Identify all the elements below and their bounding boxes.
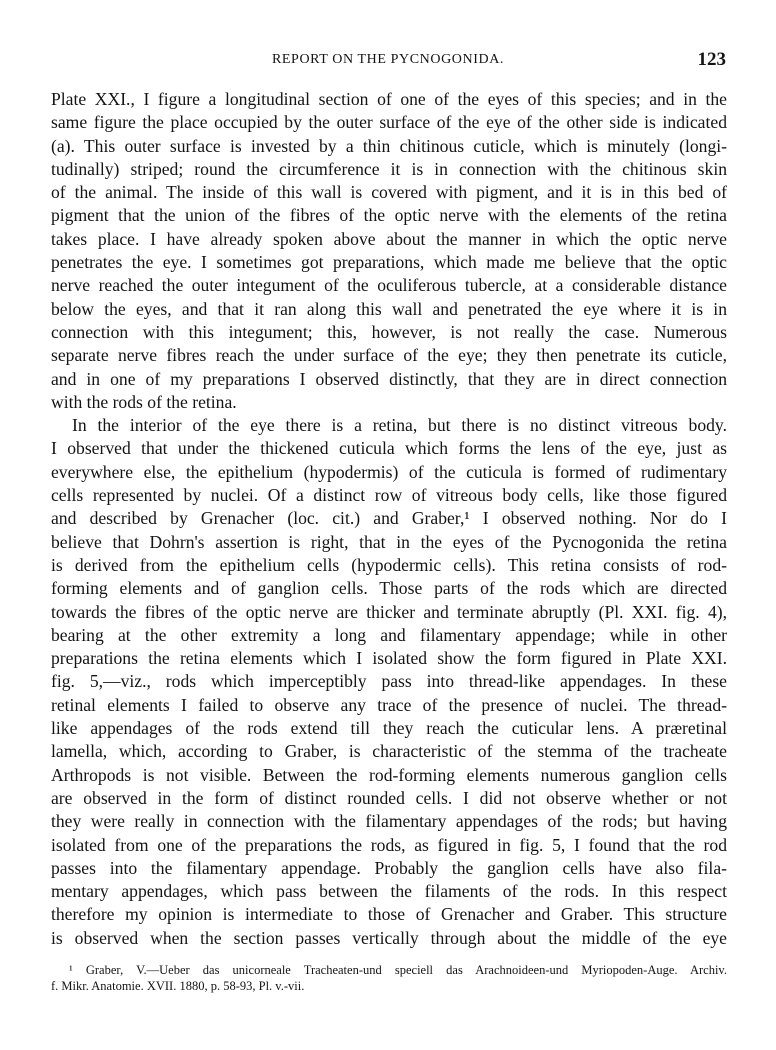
text-line: cells represented by nuclei. Of a distinct row of vitreous body cells, like those figured bbox=[51, 485, 727, 506]
text-line: tudinally) striped; round the circumference it is in connection with the chitinous skin bbox=[51, 158, 727, 179]
text-line: and in one of my preparations I observed distinctly, that they are in direct connection bbox=[51, 368, 727, 389]
text-line: everywhere else, the epithelium (hypodermis) of the cuticula is formed of rudimentary bbox=[51, 461, 727, 482]
text-line: mentary appendages, which pass between the filaments of the rods. In this respect bbox=[51, 881, 727, 902]
text-line: passes into the filamentary appendage. Probably the ganglion cells have also fila- bbox=[51, 857, 727, 878]
footnote bbox=[51, 962, 727, 994]
text-line: Arthropods is not visible. Between the rod-forming elements numerous ganglion cells bbox=[51, 764, 727, 785]
text-line: separate nerve fibres reach the under surface of the eye; they then penetrate its cuticle, bbox=[51, 345, 727, 366]
text-line: takes place. I have already spoken above about the manner in which the optic nerve bbox=[51, 228, 727, 249]
text-line: of the animal. The inside of this wall is covered with pigment, and it is in this bed of bbox=[51, 182, 727, 203]
text-line: In the interior of the eye there is a retina, but there is no distinct vitreous body. bbox=[72, 415, 727, 436]
body-text bbox=[51, 88, 727, 950]
text-line: like appendages of the rods extend till they reach the cuticular lens. A præretinal bbox=[51, 718, 727, 739]
text-line: forming elements and of ganglion cells. Those parts of the rods which are directed bbox=[51, 578, 727, 599]
text-line: lamella, which, according to Graber, is characteristic of the stemma of the tracheate bbox=[51, 741, 727, 762]
text-line: retinal elements I failed to observe any trace of the presence of nuclei. The thread- bbox=[51, 694, 727, 715]
text-line: is observed when the section passes vertically through about the middle of the eye bbox=[51, 927, 727, 948]
text-line: believe that Dohrn's assertion is right, that in the eyes of the Pycnogonida the retina bbox=[51, 531, 727, 552]
paragraph bbox=[51, 88, 727, 414]
text-line: nerve reached the outer integument of the oculiferous tubercle, at a considerable distance bbox=[51, 275, 727, 296]
text-line: same figure the place occupied by the outer surface of the eye of the other side is indicated bbox=[51, 112, 727, 133]
text-line: connection with this integument; this, however, is not really the case. Numerous bbox=[51, 321, 727, 342]
text-line: (a). This outer surface is invested by a thin chitinous cuticle, which is minutely (longi- bbox=[51, 135, 727, 156]
text-line: are observed in the form of distinct rounded cells. I did not observe whether or not bbox=[51, 787, 727, 808]
text-line: pigment that the union of the fibres of the optic nerve with the elements of the retina bbox=[51, 205, 727, 226]
text-line: is derived from the epithelium cells (hypodermic cells). This retina consists of rod- bbox=[51, 554, 727, 575]
text-line: bearing at the other extremity a long and filamentary appendage; while in other bbox=[51, 624, 727, 645]
text-line: below the eyes, and that it ran along this wall and penetrated the eye where it is in bbox=[51, 298, 727, 319]
text-line: Plate XXI., I figure a longitudinal section of one of the eyes of this species; and in the bbox=[51, 89, 727, 109]
text-line: with the rods of the retina. bbox=[51, 391, 237, 412]
text-line: fig. 5,—viz., rods which imperceptibly pass into thread-like appendages. In these bbox=[51, 671, 727, 692]
text-line: penetrates the eye. I sometimes got preparations, which made me believe that the optic bbox=[51, 252, 727, 273]
text-line: towards the fibres of the optic nerve are thicker and terminate abruptly (Pl. XXI. fig. 4), bbox=[51, 601, 727, 622]
text-line: preparations the retina elements which I isolated show the form figured in Plate XXI. bbox=[51, 648, 727, 669]
footnote-line: f. Mikr. Anatomie. XVII. 1880, p. 58-93, Pl. v.-vii. bbox=[51, 979, 305, 993]
paragraph bbox=[51, 414, 727, 950]
text-line: I observed that under the thickened cuticula which forms the lens of the eye, just as bbox=[51, 438, 727, 459]
text-line: isolated from one of the preparations the rods, as figured in fig. 5, I found that the rod bbox=[51, 834, 727, 855]
footnote-line: ¹ Graber, V.—Ueber das unicorneale Tracheaten-und speciell das Arachnoideen-und Myriopoden-Auge. Archiv. bbox=[69, 963, 727, 977]
text-line: they were really in connection with the filamentary appendages of the rods; but having bbox=[51, 811, 727, 832]
text-line: and described by Grenacher (loc. cit.) and Graber,¹ I observed nothing. Nor do I bbox=[51, 508, 727, 529]
page-header bbox=[50, 50, 726, 72]
text-line: therefore my opinion is intermediate to those of Grenacher and Graber. This structure bbox=[51, 904, 727, 925]
running-head: REPORT ON THE PYCNOGONIDA. bbox=[271, 52, 505, 67]
page-number: 123 bbox=[697, 49, 726, 70]
